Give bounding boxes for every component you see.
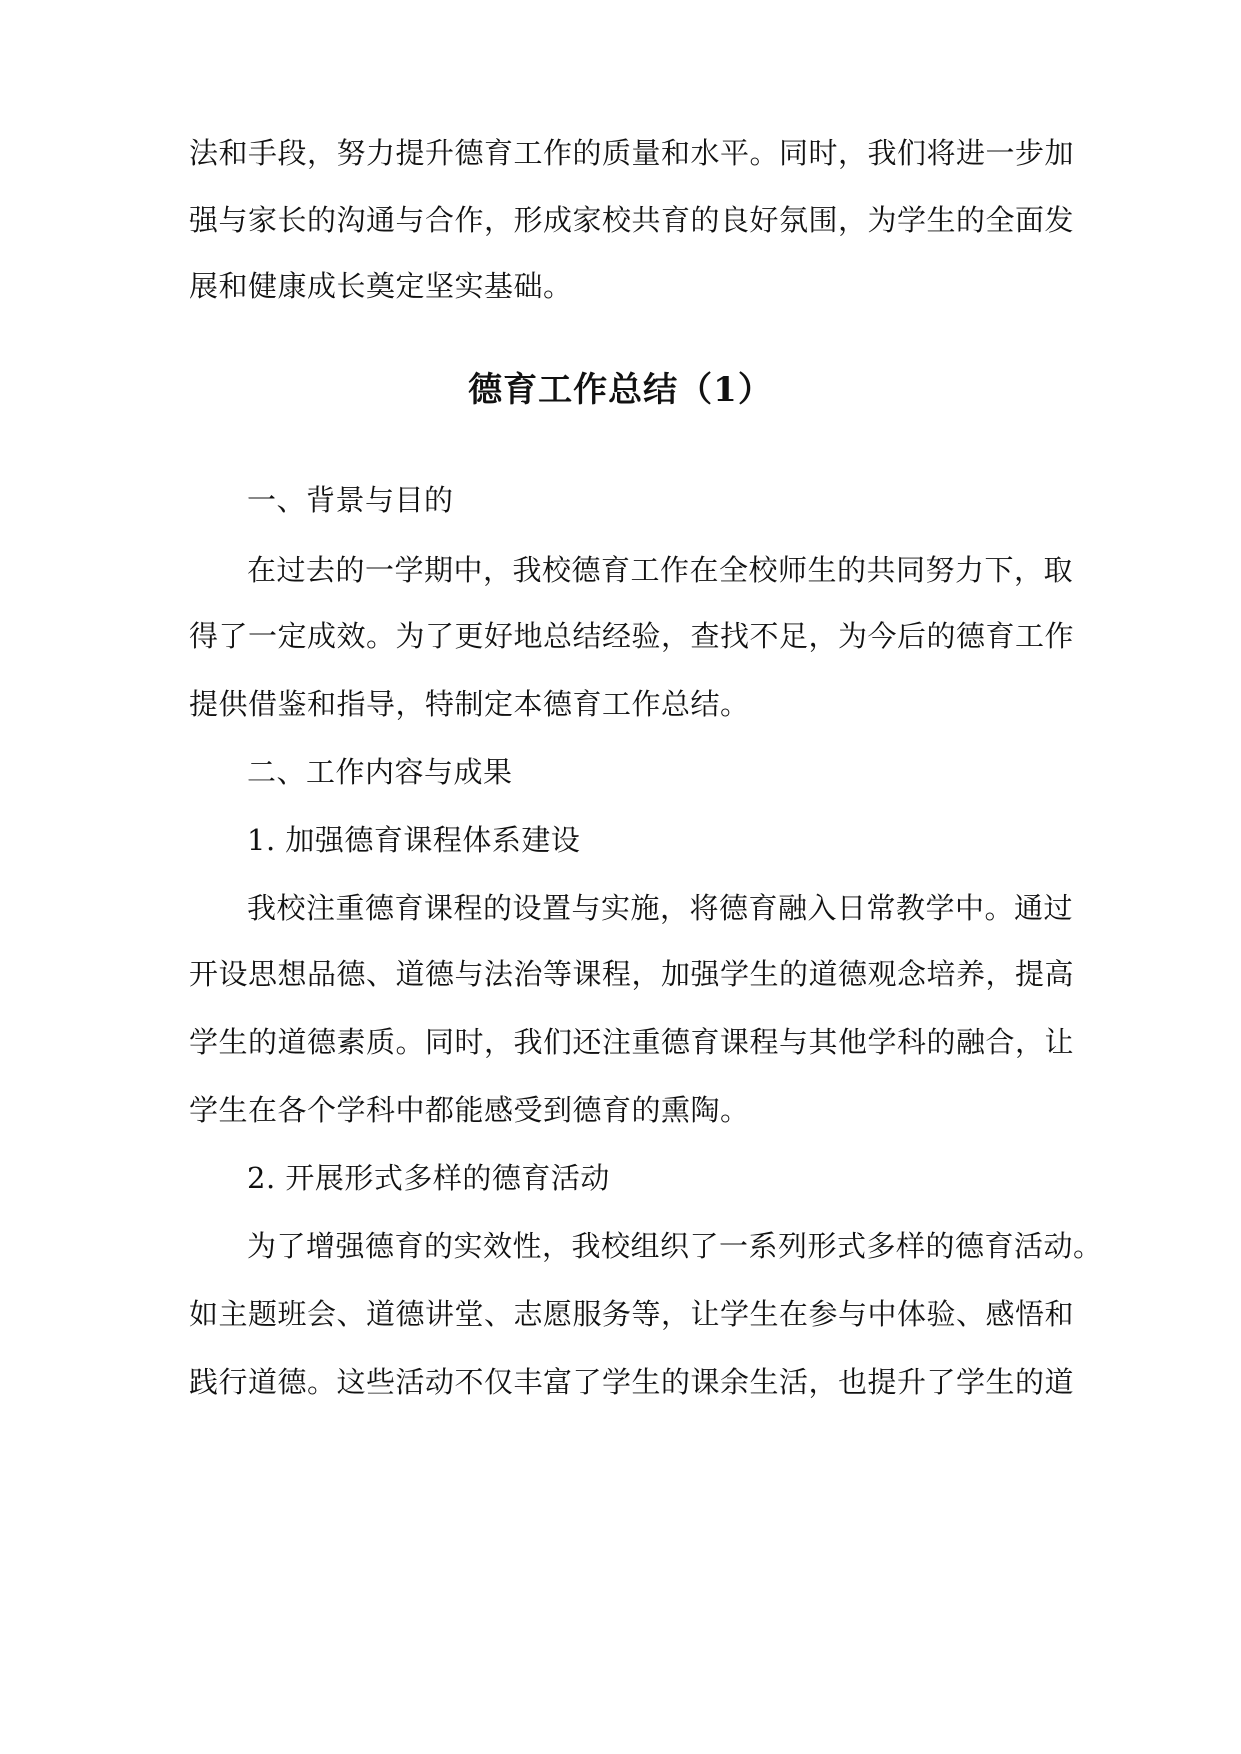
- paragraph-line: 为了增强德育的实效性，我校组织了一系列形式多样的德育活动。: [247, 1229, 1103, 1263]
- paragraph-line: 我校注重德育课程的设置与实施，将德育融入日常教学中。通过: [247, 891, 1074, 925]
- paragraph-line: 强与家长的沟通与合作，形成家校共育的良好氛围，为学生的全面发: [189, 203, 1075, 237]
- paragraph-line: 得了一定成效。为了更好地总结经验，查找不足，为今后的德育工作: [189, 619, 1075, 653]
- document-title: 德育工作总结（1）: [468, 370, 773, 410]
- paragraph-line: 如主题班会、道德讲堂、志愿服务等，让学生在参与中体验、感悟和: [189, 1297, 1075, 1331]
- section-heading: 二、工作内容与成果: [247, 755, 513, 789]
- section-heading: 一、背景与目的: [247, 483, 454, 517]
- paragraph-line: 展和健康成长奠定坚实基础。: [189, 269, 573, 303]
- paragraph-line: 提供借鉴和指导，特制定本德育工作总结。: [189, 687, 750, 721]
- subsection-heading: 2. 开展形式多样的德育活动: [247, 1161, 610, 1195]
- paragraph-line: 学生的道德素质。同时，我们还注重德育课程与其他学科的融合，让: [189, 1025, 1075, 1059]
- paragraph-line: 法和手段，努力提升德育工作的质量和水平。同时，我们将进一步加: [189, 136, 1075, 170]
- paragraph-line: 在过去的一学期中，我校德育工作在全校师生的共同努力下，取: [247, 553, 1074, 587]
- paragraph-line: 践行道德。这些活动不仅丰富了学生的课余生活，也提升了学生的道: [189, 1365, 1075, 1399]
- subsection-heading: 1. 加强德育课程体系建设: [247, 823, 581, 857]
- paragraph-line: 学生在各个学科中都能感受到德育的熏陶。: [189, 1093, 750, 1127]
- paragraph-line: 开设思想品德、道德与法治等课程，加强学生的道德观念培养，提高: [189, 957, 1075, 991]
